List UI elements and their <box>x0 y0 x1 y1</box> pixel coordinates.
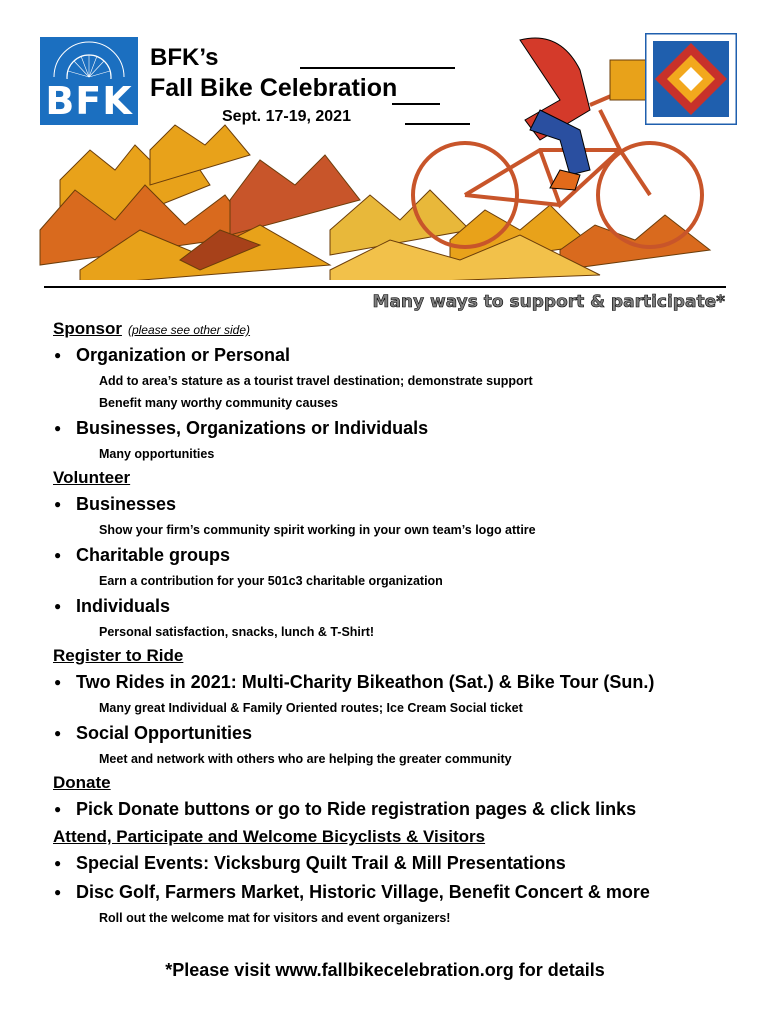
item-label: Disc Golf, Farmers Market, Historic Village, Benefit Concert & more <box>76 882 650 902</box>
item-detail: Many opportunities <box>99 447 215 461</box>
item-label: Pick Donate buttons or go to Ride registration pages & click links <box>76 799 637 819</box>
item-label: Two Rides in 2021: Multi-Charity Bikeathon (Sat.) & Bike Tour (Sun.) <box>76 672 655 692</box>
list-item <box>53 414 743 443</box>
header-banner <box>0 0 770 280</box>
item-detail: Show your firm’s community spirit working in your own team’s logo attire <box>99 523 536 537</box>
section-heading: Donate <box>53 773 111 792</box>
list-item <box>53 719 743 748</box>
title-line-2: Fall Bike Celebration <box>150 74 398 102</box>
list-item <box>53 849 743 878</box>
item-label: Businesses <box>76 494 177 514</box>
bullet-icon: ● <box>54 856 62 870</box>
list-item <box>53 795 743 824</box>
tagline: Many ways to support & participate* <box>372 292 725 312</box>
section-heading: Register to Ride <box>53 646 184 665</box>
section-note: (please see other side) <box>127 323 251 337</box>
item-detail: Earn a contribution for your 501c3 charitable organization <box>99 574 443 588</box>
title-line-1: BFK’s <box>150 44 219 71</box>
bullet-icon: ● <box>54 548 62 562</box>
bullet-icon: ● <box>54 421 62 435</box>
logo-text: BFK <box>45 79 133 123</box>
item-detail: Meet and network with others who are helping the greater community <box>99 752 512 766</box>
footer-note: *Please visit www.fallbikecelebration.org for details <box>165 960 605 980</box>
bullet-icon: ● <box>54 885 62 899</box>
item-label: Businesses, Organizations or Individuals <box>76 418 429 438</box>
divider-line <box>44 286 726 288</box>
content <box>53 316 743 929</box>
item-detail: Benefit many worthy community causes <box>99 396 338 410</box>
item-detail: Many great Individual & Family Oriented routes; Ice Cream Social ticket <box>99 701 523 715</box>
list-item <box>53 592 743 621</box>
list-item <box>53 668 743 697</box>
item-label: Social Opportunities <box>76 723 253 743</box>
list-item <box>53 541 743 570</box>
bullet-icon: ● <box>54 802 62 816</box>
bullet-icon: ● <box>54 675 62 689</box>
item-label: Charitable groups <box>76 545 231 565</box>
list-item <box>53 490 743 519</box>
bullet-icon: ● <box>54 348 62 362</box>
item-label: Organization or Personal <box>76 345 291 365</box>
section-heading: Attend, Participate and Welcome Bicyclists & Visitors <box>53 827 486 846</box>
item-detail: Personal satisfaction, snacks, lunch & T-Shirt! <box>99 625 375 639</box>
section-heading-text: Sponsor <box>53 319 122 338</box>
item-detail: Add to area’s stature as a tourist travel destination; demonstrate support <box>99 374 533 388</box>
item-label: Special Events: Vicksburg Quilt Trail & Mill Presentations <box>76 853 566 873</box>
list-item <box>53 341 743 370</box>
bullet-icon: ● <box>54 497 62 511</box>
section-heading <box>53 316 743 341</box>
section-heading: Volunteer <box>53 468 131 487</box>
bullet-icon: ● <box>54 726 62 740</box>
list-item <box>53 878 743 907</box>
quilt-block-icon <box>645 33 737 125</box>
item-detail: Roll out the welcome mat for visitors and event organizers! <box>99 911 451 925</box>
bullet-icon: ● <box>54 599 62 613</box>
event-dates: Sept. 17-19, 2021 <box>222 108 351 125</box>
item-label: Individuals <box>76 596 171 616</box>
